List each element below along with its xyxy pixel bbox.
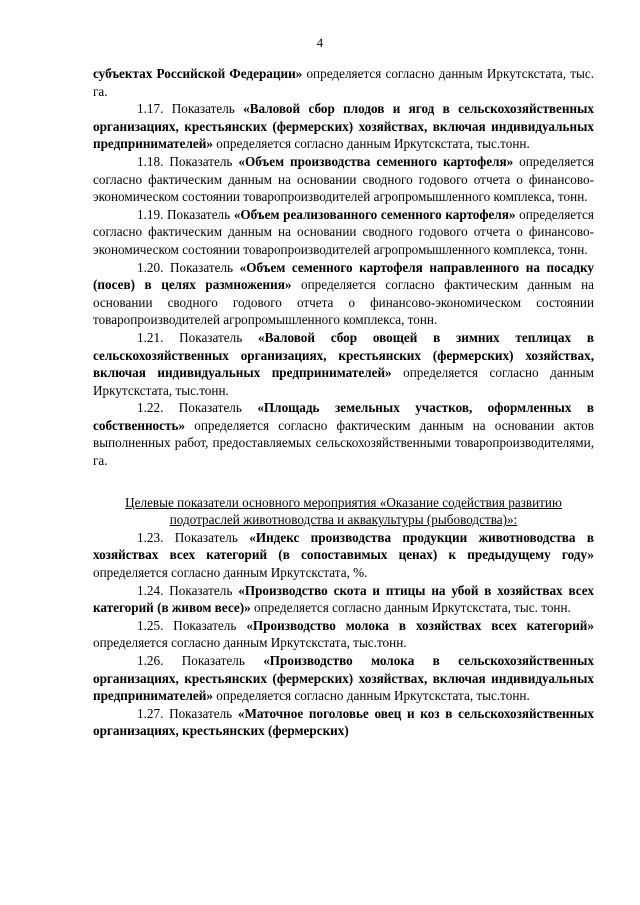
paragraph-1-25	[93, 617, 594, 652]
indicator-name: «Объем реализованного семенного картофеля»	[233, 206, 516, 222]
document-body	[93, 65, 594, 740]
item-number: 1.23.	[137, 529, 164, 545]
item-number: 1.19.	[137, 206, 164, 222]
paragraph-lead: Показатель	[163, 617, 247, 633]
paragraph-lead: Показатель	[163, 206, 234, 222]
paragraph-1-21	[93, 329, 594, 399]
indicator-name: «Площадь земельных участков, оформленных в собственность»	[93, 400, 594, 433]
indicator-name: «Объем семенного картофеля направленного на посадку (посев) в целях размножения»	[93, 259, 594, 293]
paragraph-lead: Показатель	[163, 101, 244, 117]
indicator-name: субъектах Российской Федерации»	[93, 66, 303, 81]
paragraph-lead: Показатель	[163, 153, 239, 169]
paragraph-1-22	[93, 399, 594, 469]
paragraph-text: определяется согласно данным Иркутскстата, тыс. тонн.	[250, 600, 571, 616]
paragraph-1-26	[93, 652, 594, 705]
indicator-name: «Производство молока в хозяйствах всех категорий»	[246, 617, 594, 633]
paragraph-lead: Показатель	[163, 400, 258, 416]
item-number: 1.18.	[137, 153, 164, 169]
paragraph-text: определяется согласно данным Иркутскстата, тыс. га.	[93, 66, 594, 99]
paragraph-continuation	[93, 65, 594, 100]
paragraph-1-27	[93, 705, 594, 740]
paragraph-text: определяется согласно фактическим данным на основании актов выполненных работ, предоставляемых сельскохозяйственными товаропроизводителями, га.	[93, 417, 594, 469]
section-heading: Целевые показатели основного мероприятия «Оказание содействия развитию подотраслей животноводства и аквакультуры (рыбоводства)»:	[125, 494, 562, 528]
paragraph-text: определяется согласно данным Иркутскстата, тыс.тонн.	[93, 635, 407, 651]
paragraph-1-18	[93, 153, 594, 206]
paragraph-text: определяется согласно данным Иркутскстата, тыс.тонн.	[212, 136, 530, 152]
page-number: 4	[316, 36, 324, 50]
indicator-name: «Маточное поголовье овец и коз в сельскохозяйственных организациях, крестьянских (фермерских)	[93, 705, 594, 739]
paragraph-lead: Показатель	[163, 259, 240, 275]
item-number: 1.25.	[137, 617, 164, 633]
paragraph-text: определяется согласно данным Иркутскстата, тыс.тонн.	[93, 365, 595, 398]
item-number: 1.26.	[137, 653, 164, 668]
indicator-name: «Объем производства семенного картофеля»	[238, 153, 514, 169]
item-number: 1.22.	[137, 400, 164, 416]
paragraph-1-24	[93, 582, 594, 617]
paragraph-lead: Показатель	[163, 329, 258, 345]
paragraph-lead: Показатель	[163, 582, 239, 598]
item-number: 1.27.	[137, 705, 164, 721]
paragraph-1-20	[93, 259, 594, 329]
item-number: 1.20.	[137, 259, 164, 275]
paragraph-text: определяется согласно данным Иркутскстата, тыс.тонн.	[212, 688, 530, 704]
paragraph-lead: Показатель	[163, 529, 250, 545]
item-number: 1.17.	[137, 101, 164, 117]
indicator-name: «Валовой сбор плодов и ягод в сельскохозяйственных организациях, крестьянских (фермерских) хозяйствах, включая индивидуальных предпринимателей»	[93, 101, 594, 152]
paragraph-lead: Показатель	[163, 705, 238, 721]
paragraph-text: определяется согласно фактическим данным на основании сводного годового отчета о финансово-экономическом состоянии товаропроизводителей агропромышленного комплекса, тонн.	[93, 153, 594, 205]
paragraph-lead: Показатель	[163, 653, 264, 668]
item-number: 1.21.	[137, 329, 164, 345]
paragraph-1-19	[93, 206, 594, 259]
indicator-name: «Производство скота и птицы на убой в хозяйствах всех категорий (в живом весе)»	[93, 582, 594, 616]
item-number: 1.24.	[137, 582, 164, 598]
indicator-name: «Валовой сбор овощей в зимних теплицах в сельскохозяйственных организациях, крестьянских (фермерских) хозяйствах, включая индивидуальных предпринимателей»	[93, 329, 594, 381]
paragraph-text: определяется согласно данным Иркутскстата, %.	[93, 565, 368, 581]
indicator-name: «Производство молока в сельскохозяйственных организациях, крестьянских (фермерских) хозяйствах, включая индивидуальных предпринимателей»	[93, 653, 594, 704]
paragraph-1-23	[93, 529, 594, 582]
paragraph-1-17	[93, 100, 594, 153]
paragraph-text: определяется согласно фактическим данным на основании сводного годового отчета о финансово-экономическом состоянии товаропроизводителей агропромышленного комплекса, тонн.	[93, 277, 595, 328]
indicator-name: «Индекс производства продукции животноводства в хозяйствах всех категорий (в сопоставимых ценах) к предыдущему году»	[93, 529, 594, 563]
paragraph-text: определяется согласно фактическим данным на основании сводного годового отчета о финансово-экономическом состоянии товаропроизводителей агропромышленного комплекса, тонн.	[93, 206, 594, 257]
